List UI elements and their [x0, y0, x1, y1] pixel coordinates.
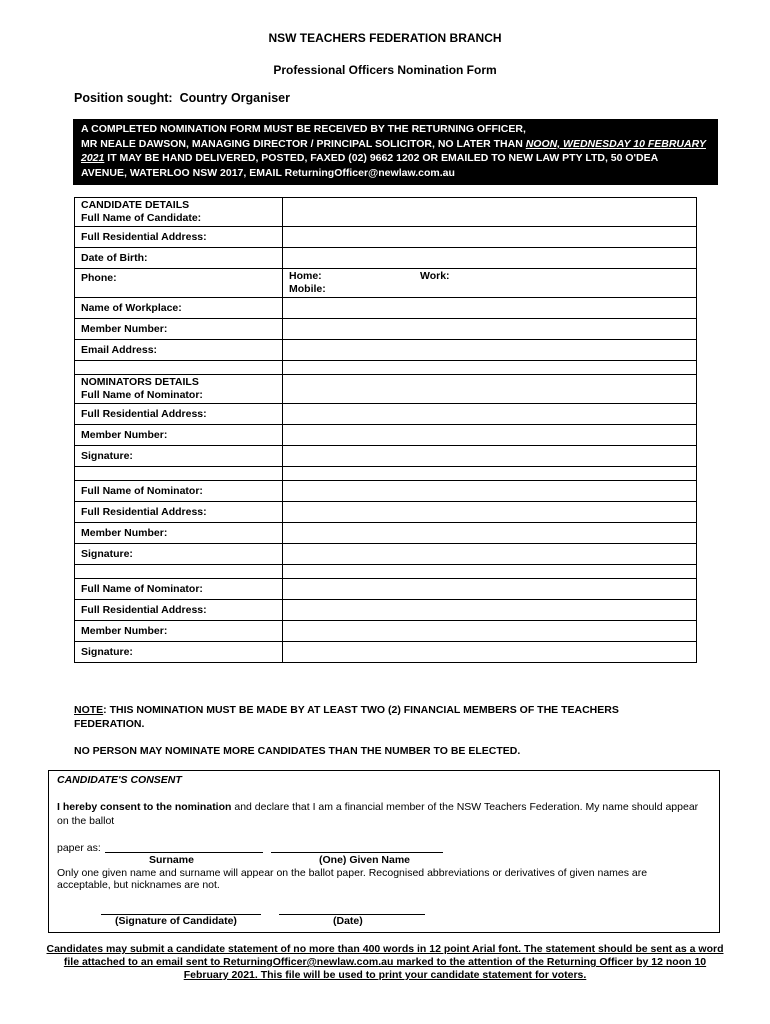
nominator-3-name-field[interactable] — [283, 579, 697, 600]
candidate-member-number-label: Member Number: — [75, 319, 283, 340]
surname-label: Surname — [149, 854, 194, 866]
nominator-2-name-label: Full Name of Nominator: — [75, 481, 283, 502]
candidate-address-field[interactable] — [283, 227, 697, 248]
candidate-phone-label: Phone: — [75, 269, 283, 298]
nominator-1-address-field[interactable] — [283, 404, 697, 425]
phone-mobile-label: Mobile: — [289, 283, 326, 295]
nominator-2-address-label: Full Residential Address: — [75, 502, 283, 523]
nominator-3-name-label: Full Name of Nominator: — [75, 579, 283, 600]
candidate-details-table — [74, 197, 697, 663]
nominator-3-signature-label: Signature: — [75, 642, 283, 663]
candidate-address-label: Full Residential Address: — [75, 227, 283, 248]
nominators-section-title: NOMINATORS DETAILS — [81, 376, 199, 388]
nomination-note: NOTE: THIS NOMINATION MUST BE MADE BY AT LEAST TWO (2) FINANCIAL MEMBERS OF THE TEACHERS FEDERATION. — [74, 704, 619, 730]
nominator-2-name-field[interactable] — [283, 481, 697, 502]
nominator-1-signature-label: Signature: — [75, 446, 283, 467]
nominator-3-address-field[interactable] — [283, 600, 697, 621]
candidate-workplace-field[interactable] — [283, 298, 697, 319]
nominator-1-member-number-label: Member Number: — [75, 425, 283, 446]
submission-notice — [73, 119, 718, 185]
position-label: Position sought: — [74, 91, 173, 105]
signature-label: (Signature of Candidate) — [115, 915, 237, 927]
nominator-2-member-number-field[interactable] — [283, 523, 697, 544]
nominator-1-name-field[interactable] — [283, 375, 697, 404]
nominator-3-member-number-field[interactable] — [283, 621, 697, 642]
candidate-dob-field[interactable] — [283, 248, 697, 269]
candidate-member-number-field[interactable] — [283, 319, 697, 340]
nominator-2-signature-field[interactable] — [283, 544, 697, 565]
candidate-consent-box — [48, 770, 720, 933]
position-value: Country Organiser — [179, 91, 290, 105]
nomination-limit-note: NO PERSON MAY NOMINATE MORE CANDIDATES THAN THE NUMBER TO BE ELECTED. — [74, 745, 521, 757]
candidate-workplace-label: Name of Workplace: — [75, 298, 283, 319]
nominator-1-address-label: Full Residential Address: — [75, 404, 283, 425]
date-label: (Date) — [333, 915, 363, 927]
given-name-label: (One) Given Name — [319, 854, 411, 866]
phone-home-label: Home: — [289, 270, 322, 282]
surname-line[interactable] — [105, 852, 263, 853]
candidate-name-label: CANDIDATE DETAILS Full Name of Candidate: — [75, 198, 283, 227]
consent-statement: I hereby consent to the nomination and declare that I am a financial member of the NSW Teachers Federation. My name should appear on the ballot — [57, 801, 699, 827]
candidate-dob-label: Date of Birth: — [75, 248, 283, 269]
nominator-3-signature-field[interactable] — [283, 642, 697, 663]
nominator-1-signature-field[interactable] — [283, 446, 697, 467]
consent-heading: CANDIDATE'S CONSENT — [57, 774, 182, 786]
nominator-3-member-number-label: Member Number: — [75, 621, 283, 642]
candidate-phone-field[interactable] — [283, 269, 697, 298]
nominator-2-signature-label: Signature: — [75, 544, 283, 565]
nominator-2-address-field[interactable] — [283, 502, 697, 523]
nominator-1-member-number-field[interactable] — [283, 425, 697, 446]
notice-line-2: MR NEALE DAWSON, MANAGING DIRECTOR / PRINCIPAL SOLICITOR, NO LATER THAN NOON, WEDNESDAY 10 FEBRUARY — [81, 137, 706, 150]
nominator-2-member-number-label: Member Number: — [75, 523, 283, 544]
notice-line-4: AVENUE, WATERLOO NSW 2017, EMAIL ReturningOfficer@newlaw.com.au — [81, 166, 455, 179]
phone-work-label: Work: — [420, 270, 450, 282]
nominator-3-address-label: Full Residential Address: — [75, 600, 283, 621]
paper-as-label: paper as: — [57, 842, 101, 854]
nominator-1-name-label: NOMINATORS DETAILS Full Name of Nominator: — [75, 375, 283, 404]
form-title: NSW TEACHERS FEDERATION BRANCH — [268, 31, 502, 45]
candidate-email-label: Email Address: — [75, 340, 283, 361]
given-name-line[interactable] — [271, 852, 443, 853]
notice-line-1: A COMPLETED NOMINATION FORM MUST BE RECEIVED BY THE RETURNING OFFICER, — [81, 123, 526, 135]
notice-line-3: 2021 IT MAY BE HAND DELIVERED, POSTED, FAXED (02) 9662 1202 OR EMAILED TO NEW LAW PTY LTD, 50 O'DEA — [81, 152, 659, 164]
deadline-date: NOON, WEDNESDAY 10 FEBRUARY — [525, 137, 706, 150]
candidate-statement-note: Candidates may submit a candidate statement of no more than 400 words in 12 point Arial font. The statement should be sent as a word file attached to an email sent to ReturningOfficer@newlaw.com.au marked to the attention of the Returning Officer by 12 noon 10 February 2021. This file will be used to print your candidate statement for voters. — [46, 943, 724, 981]
note-label: NOTE — [74, 704, 104, 716]
candidate-name-field[interactable] — [283, 198, 697, 227]
position-sought — [74, 91, 290, 105]
name-info: Only one given name and surname will appear on the ballot paper. Recognised abbreviations or derivatives of given names are acceptable, but nicknames are not. — [57, 867, 648, 891]
deadline-year: 2021 — [81, 152, 105, 164]
candidate-section-title: CANDIDATE DETAILS — [81, 199, 190, 211]
candidate-email-field[interactable] — [283, 340, 697, 361]
form-subtitle: Professional Officers Nomination Form — [273, 63, 497, 77]
